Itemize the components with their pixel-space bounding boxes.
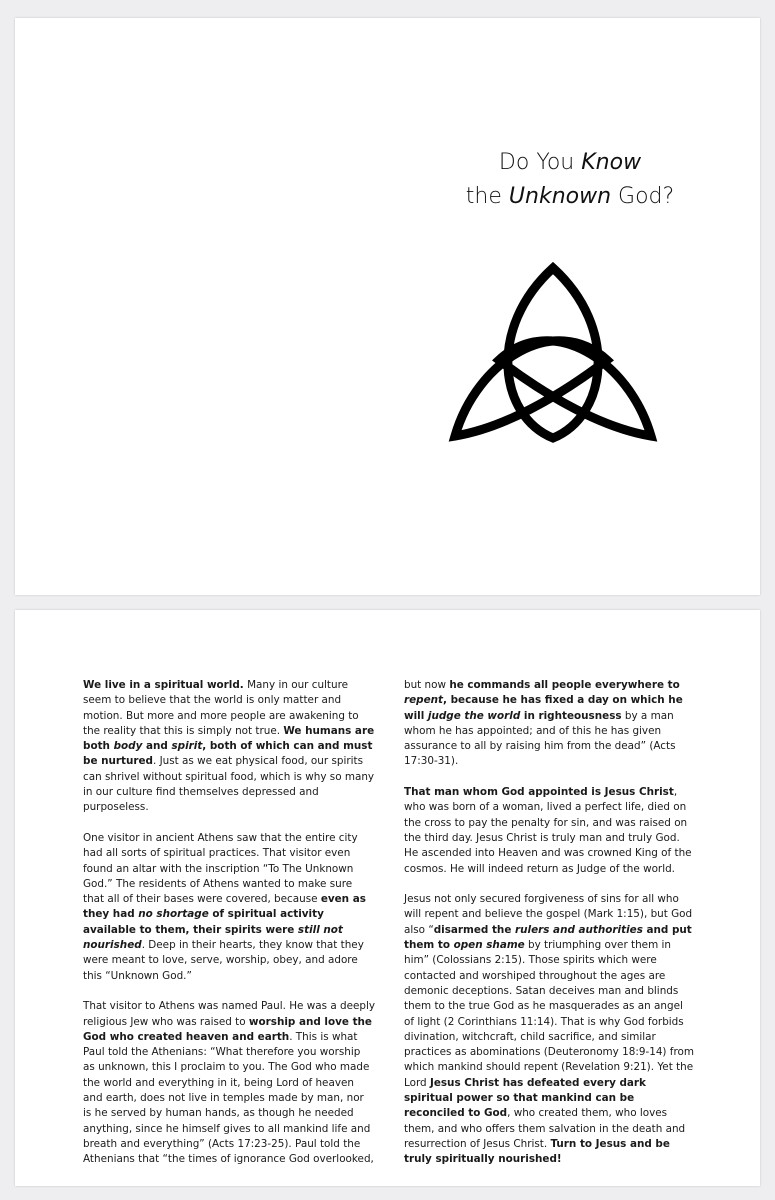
left-text-column [83, 678, 375, 1183]
title-line2-text: the [465, 184, 509, 209]
body-text: but now [404, 679, 450, 691]
cover-title [420, 146, 720, 214]
emphasis-text: even as they had [83, 893, 366, 921]
emphasis-text: rulers and authorities [515, 923, 643, 936]
emphasis-text: spirit [171, 740, 203, 753]
body-text: One visitor in ancient Athens saw that the entire city had all sorts of spiritual practices. That visitor even found an altar with the inscription “To The Unknown God.” The residents of Athens wanted to make sure that all of their bases were covered, because [83, 831, 358, 906]
title-line1-emphasis: Know [581, 150, 642, 175]
emphasis-text: Jesus Christ has defeated every dark spiritual power so that mankind can be reconciled to God [404, 1076, 646, 1120]
emphasis-text: and put them to [404, 923, 692, 952]
emphasis-text: , because he has fixed a day on which he will [404, 694, 683, 722]
title-line-1 [420, 146, 720, 180]
body-text: That visitor to Athens was named Paul. He was a deeply religious Jew who was raised to [83, 1000, 375, 1028]
body-text: , who created them, who loves them, and who offers them salvation in the death and resurrection of Jesus Christ. [404, 1107, 686, 1150]
emphasis-text: in righteousness [520, 709, 622, 722]
emphasis-text: body [113, 740, 143, 753]
cover-page [15, 18, 760, 595]
triquetra-icon [443, 246, 663, 454]
paragraph [404, 892, 696, 1167]
emphasis-text: he commands all people everywhere to [449, 679, 680, 691]
emphasis-text: disarmed the [433, 923, 515, 936]
emphasis-text: no shortage [138, 908, 209, 921]
emphasis-text: That man whom God appointed is Jesus Christ [404, 786, 674, 799]
body-text: . Deep in their hearts, they know that they were meant to love, serve, worship, obey, and adore this “Unknown God.” [83, 939, 364, 982]
paragraph [83, 831, 375, 984]
title-line2-emphasis: Unknown [508, 184, 612, 209]
emphasis-text: repent [404, 694, 444, 707]
emphasis-text: open shame [453, 939, 525, 952]
body-text: . Just as we eat physical food, our spirits can shrivel without spiritual food, which is why so many in our culture find themselves depressed and purposeless. [83, 755, 375, 814]
title-line2-end: God? [611, 184, 675, 209]
emphasis-text: and [142, 740, 172, 753]
emphasis-text: We humans are both [83, 724, 375, 753]
emphasis-text: judge the world [427, 709, 521, 722]
emphasis-text: worship and love the God who created heaven and earth [83, 1015, 372, 1043]
inner-page [15, 610, 760, 1186]
paragraph [404, 785, 696, 877]
right-text-column [404, 678, 696, 1183]
body-text: Jesus not only secured forgiveness of sins for all who will repent and believe the gospel (Mark 1:15), but God also “ [404, 893, 693, 936]
emphasis-text: We live in a spiritual world. [83, 679, 244, 691]
emphasis-text: Turn to Jesus and be truly spiritually nourished! [404, 1137, 670, 1166]
title-line1-text: Do You [498, 150, 582, 175]
paragraph [404, 678, 696, 770]
body-text: by a man whom he has appointed; and of this he has given assurance to all by raising him from the dead” (Acts 17:30-31). [404, 709, 676, 768]
emphasis-text: , both of which can and must be nurtured [83, 740, 373, 768]
body-text: Many in our culture seem to believe that the world is only matter and motion. But more and more people are awakening to the reality that this is simply not true. [83, 679, 359, 737]
body-text: by triumphing over them in him” (Colossians 2:15). Those spirits which were contacted and worshiped throughout the ages are demonic deceptions. Satan deceives man and blinds them to the true God as he masquerades as an angel of light (2 Corinthians 11:14). That is why God forbids divination, witchcraft, child sacrifice, and similar practices as abominations (Deuteronomy 18:9-14) from which mankind should repent (Revelation 9:21). Yet the Lord [404, 939, 694, 1089]
paragraph [83, 999, 375, 1167]
body-text: . This is what Paul told the Athenians: “What therefore you worship as unknown, this I proclaim to you. The God who made the world and everything in it, being Lord of heaven and earth, does not live in temples made by man, nor is he served by human hands, as though he needed anything, since he himself gives to all mankind life and breath and everything” (Acts 17:23-25). Paul told the Athenians that “the times of ignorance God overlooked, [83, 1030, 374, 1166]
paragraph [83, 678, 375, 816]
emphasis-text: of spiritual activity available to them, their spirits were [83, 908, 324, 936]
title-line-2 [420, 180, 720, 214]
emphasis-text: still not nourished [83, 923, 343, 952]
body-text: , who was born of a woman, lived a perfect life, died on the cross to pay the penalty for sin, and was raised on the third day. Jesus Christ is truly man and truly God. He ascended into Heaven and was crowned King of the cosmos. He will indeed return as Judge of the world. [404, 786, 692, 875]
